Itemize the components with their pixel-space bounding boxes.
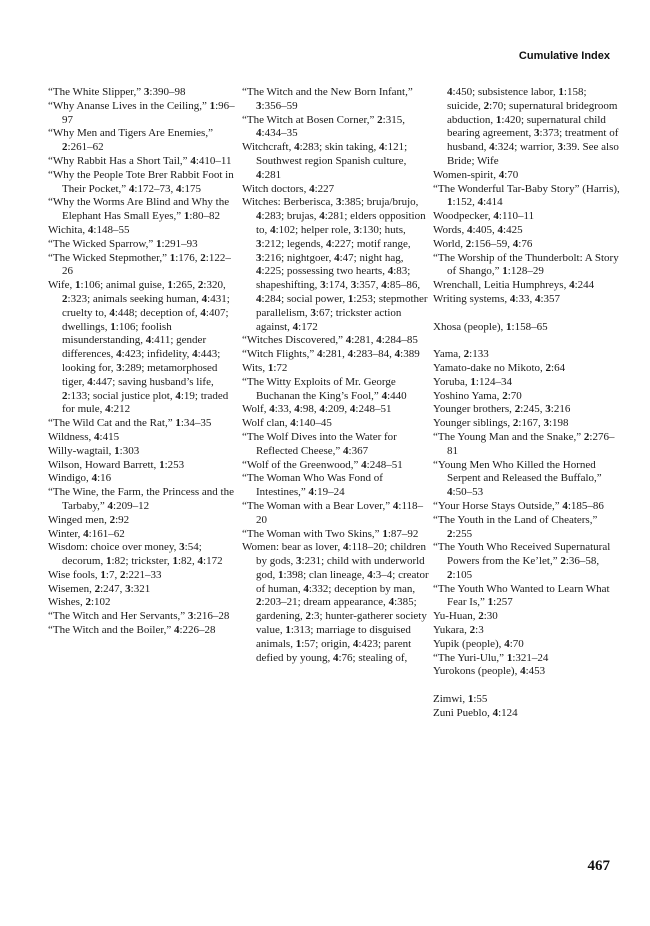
index-entry: Yukara, 2:3 (433, 624, 484, 637)
page-number: 467 (587, 858, 610, 874)
index-entry: “The Youth Who Wanted to Learn What Fear Is,” 1:257 (433, 582, 610, 609)
index-entry: Yurokons (people), 4:453 (433, 665, 546, 678)
letter-gap (433, 679, 621, 693)
index-entry: Yupik (people), 4:70 (433, 637, 524, 650)
index-entry: Wits, 1:72 (242, 361, 288, 374)
index-entry: “The Wild Cat and the Rat,” 1:34–35 (48, 417, 212, 430)
index-entry: “The Worship of the Thunderbolt: A Story of Shango,” 1:128–29 (433, 251, 619, 278)
index-entry: Women-spirit, 4:70 (433, 168, 519, 181)
index-entry: Younger brothers, 2:245, 3:216 (433, 403, 571, 416)
index-entry: “Your Horse Stays Outside,” 4:185–86 (433, 499, 604, 512)
index-entry: Wrenchall, Leitia Humphreys, 4:244 (433, 279, 595, 292)
index-entry: Willy-wagtail, 1:303 (48, 444, 140, 457)
index-entry: “Why the People Tote Brer Rabbit Foot in Their Pocket,” 4:172–73, 4:175 (48, 168, 234, 195)
index-entry: Winged men, 2:92 (48, 513, 130, 526)
index-entry: Zimwi, 1:55 (433, 693, 488, 706)
index-entry: “The Witch at Bosen Corner,” 2:315, 4:434–35 (242, 113, 405, 140)
index-entry: “Why Ananse Lives in the Ceiling,” 1:96–97 (48, 99, 235, 126)
letter-gap (433, 334, 621, 348)
index-entry: Zuni Pueblo, 4:124 (433, 706, 518, 719)
index-entry: Wise fools, 1:7, 2:221–33 (48, 568, 162, 581)
index-entry: “The Youth Who Received Supernatural Powers from the Ke’let,” 2:36–58, 2:105 (433, 541, 611, 581)
index-entry: “The Youth in the Land of Cheaters,” 2:255 (433, 513, 598, 540)
index-entry: “The Wonderful Tar-Baby Story” (Harris), 1:152, 4:414 (433, 182, 620, 209)
index-entry: “The Woman with a Bear Lover,” 4:118–20 (242, 499, 424, 526)
index-entry: Wildness, 4:415 (48, 430, 120, 443)
index-entry: “The Wine, the Farm, the Princess and the Tarbaby,” 4:209–12 (48, 486, 234, 512)
index-entry: “Witches Discovered,” 4:281, 4:284–85 (242, 334, 418, 347)
index-entry: Yoruba, 1:124–34 (433, 375, 512, 388)
running-header: Cumulative Index (518, 50, 610, 62)
index-entry: “The Woman Who Was Fond of Intestines,” 4:19–24 (242, 472, 383, 499)
index-column-3 (433, 86, 621, 721)
index-entry: Wishes, 2:102 (48, 596, 111, 609)
index-entry: Words, 4:405, 4:425 (433, 223, 523, 236)
index-entry: Writing systems, 4:33, 4:357 (433, 292, 560, 305)
index-entry: “The Witch and the New Born Infant,” 3:356–59 (242, 86, 413, 112)
index-entry: “The Wicked Stepmother,” 1:176, 2:122–26 (48, 251, 231, 278)
index-entry: Xhosa (people), 1:158–65 (433, 320, 548, 333)
index-entry: World, 2:156–59, 4:76 (433, 237, 533, 250)
index-entry: “The Young Man and the Snake,” 2:276–81 (433, 430, 615, 457)
index-entry: “The Wolf Dives into the Water for Reflected Cheese,” 4:367 (242, 430, 397, 457)
letter-gap (433, 307, 621, 321)
index-entry: 4:450; subsistence labor, 1:158; suicide, 2:70; supernatural bridegroom abduction, 1:420; supernatural child bearing agreement, 3:373; treatment of husband, 4:324; warrior, 3:39. See also Bride; Wife (447, 86, 619, 167)
index-entry: “The White Slipper,” 3:390–98 (48, 86, 186, 98)
index-entry: Woodpecker, 4:110–11 (433, 210, 535, 223)
index-entry: “The Witty Exploits of Mr. George Buchanan the King’s Fool,” 4:440 (242, 375, 407, 402)
index-column-2 (242, 86, 430, 665)
index-entry: “Why Rabbit Has a Short Tail,” 4:410–11 (48, 154, 232, 167)
index-column-1 (48, 86, 236, 638)
index-entry: Yu-Huan, 2:30 (433, 610, 498, 623)
index-entry: Yama, 2:133 (433, 348, 489, 361)
index-entry: Wolf, 4:33, 4:98, 4:209, 4:248–51 (242, 403, 392, 416)
index-entry: Wife, 1:106; animal guise, 1:265, 2:320, 2:323; animals seeking human, 4:431; cruelty to, 4:448; deception of, 4:407; dwellings, 1:106; foolish misunderstanding, 4:411; gender differences, 4:423; infidelity, 4:443; looking for, 3:289; metamorphosed tiger, 4:447; saving husband’s life, 2:133; social justice plot, 4:19; traded for mule, 4:212 (48, 279, 230, 416)
index-entry: “The Wicked Sparrow,” 1:291–93 (48, 237, 198, 250)
index-entry: Women: bear as lover, 4:118–20; children by gods, 3:231; child with underworld god, 1:398; clan lineage, 4:3–4; creator of human, 4:332; deception by man, 2:203–21; dream appearance, 4:385; gardening, 2:3; hunter-gatherer society value, 1:313; marriage to disguised animals, 1:57; origin, 4:423; parent defied by young, 4:76; stealing of, (242, 541, 429, 664)
index-entry: Wisdom: choice over money, 3:54; decorum, 1:82; trickster, 1:82, 4:172 (48, 541, 223, 568)
index-entry: “The Witch and the Boiler,” 4:226–28 (48, 624, 216, 637)
index-entry: Wilson, Howard Barrett, 1:253 (48, 458, 185, 471)
index-entry: “Why the Worms Are Blind and Why the Elephant Has Small Eyes,” 1:80–82 (48, 196, 230, 223)
index-entry: Wichita, 4:148–55 (48, 223, 130, 236)
index-entry: Wisemen, 2:247, 3:321 (48, 582, 151, 595)
index-entry: Witchcraft, 4:283; skin taking, 4:121; Southwest region Spanish culture, 4:281 (242, 141, 408, 181)
index-entry: Younger siblings, 2:167, 3:198 (433, 417, 569, 430)
index-entry: Yoshino Yama, 2:70 (433, 389, 522, 402)
index-entry: “The Woman with Two Skins,” 1:87–92 (242, 527, 419, 540)
index-entry: “The Yuri-Ulu,” 1:321–24 (433, 651, 549, 664)
index-entry: Wolf clan, 4:140–45 (242, 417, 332, 430)
index-entry: Yamato-dake no Mikoto, 2:64 (433, 361, 566, 374)
index-entry: “Why Men and Tigers Are Enemies,” 2:261–62 (48, 127, 213, 154)
index-entry: Witch doctors, 4:227 (242, 182, 335, 195)
index-entry: “Wolf of the Greenwood,” 4:248–51 (242, 458, 403, 471)
index-entry: Witches: Berberisca, 3:385; bruja/brujo, 4:283; brujas, 4:281; elders opposition to, 4:102; helper role, 3:130; huts, 3:212; legends, 4:227; motif range, 3:216; nightgoer, 4:47; night hag, 4:225; possessing two hearts, 4:83; shapeshifting, 3:174, 3:357, 4:85–86, 4:284; social power, 1:253; stepmother parallelism, 3:67; trickster action against, 4:172 (242, 196, 428, 333)
index-entry: Winter, 4:161–62 (48, 527, 125, 540)
index-entry: Windigo, 4:16 (48, 472, 112, 485)
index-entry: “Young Men Who Killed the Horned Serpent and Released the Buffalo,” 4:50–53 (433, 458, 602, 499)
index-entry: “The Witch and Her Servants,” 3:216–28 (48, 610, 230, 623)
index-entry: “Witch Flights,” 4:281, 4:283–84, 4:389 (242, 348, 420, 361)
